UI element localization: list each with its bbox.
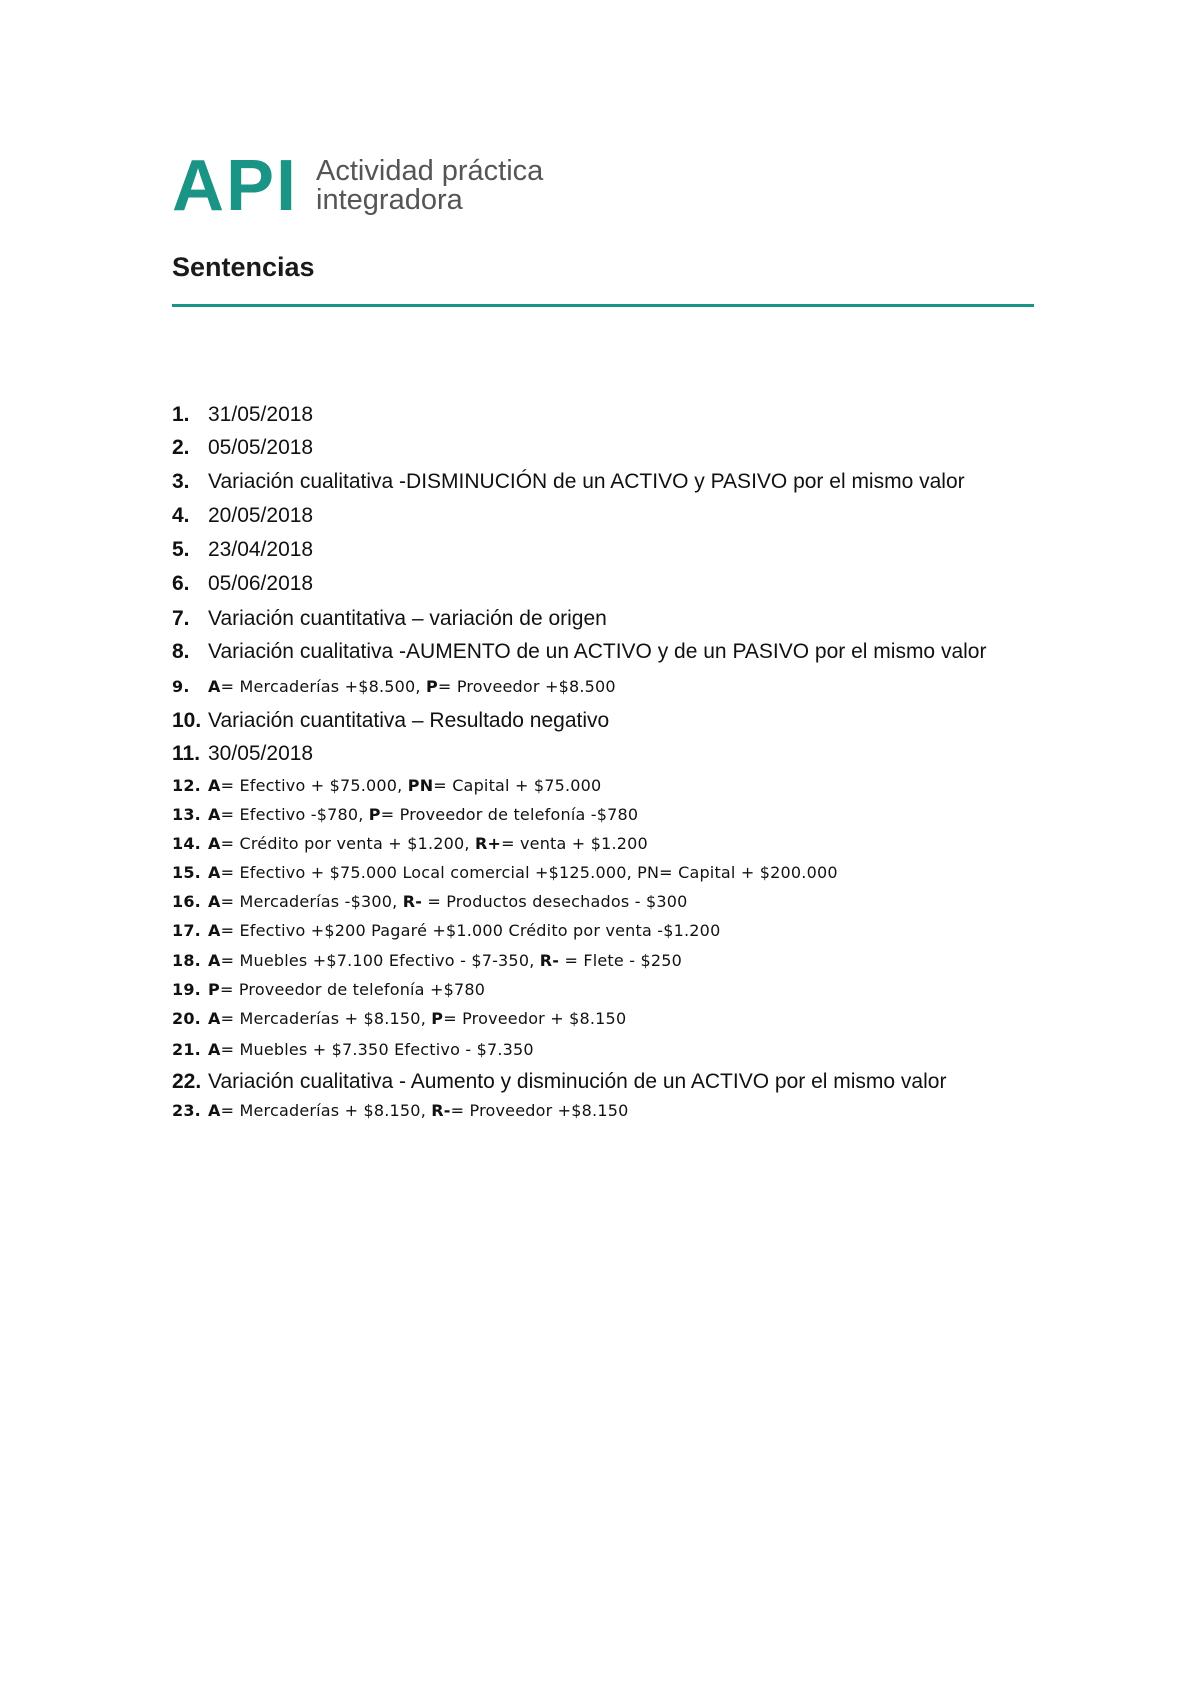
item-text (208, 436, 313, 460)
list-item (172, 640, 986, 664)
item-segment: = Proveedor de telefonía +$780 (219, 980, 486, 999)
item-term: A (208, 921, 221, 940)
item-term: A (208, 1101, 221, 1120)
item-term: A (208, 805, 221, 824)
item-segment: = Efectivo + $75.000, (220, 776, 408, 795)
api-logo (172, 146, 544, 226)
item-segment: 05/05/2018 (208, 436, 314, 459)
list-item (172, 951, 682, 970)
item-number: 7. (172, 607, 190, 630)
item-number: 13. (172, 805, 201, 824)
item-text (208, 677, 616, 696)
item-term: A (208, 834, 221, 853)
item-segment: = Crédito por venta + $1.200, (220, 834, 475, 853)
item-number: 14. (172, 834, 201, 853)
list-item (172, 607, 607, 631)
item-number: 3. (172, 470, 190, 493)
item-segment: = Muebles +$7.100 Efectivo - $7-350, (220, 951, 540, 970)
list-item (172, 1101, 628, 1120)
item-text (208, 403, 313, 427)
item-text (208, 805, 638, 824)
list-item (172, 863, 838, 882)
item-text (208, 834, 648, 853)
item-segment: = Efectivo -$780, (220, 805, 369, 824)
item-segment: 05/06/2018 (208, 572, 314, 595)
item-text (208, 742, 313, 766)
list-item (172, 805, 638, 824)
logo-text (316, 157, 543, 215)
item-term: A (208, 776, 221, 795)
item-segment: Variación cuantitativa – Resultado negativo (208, 709, 610, 732)
item-number: 21. (172, 1040, 201, 1059)
item-number: 5. (172, 538, 190, 561)
item-number: 22. (172, 1070, 202, 1093)
logo-text-line-1: Actividad práctica (316, 155, 544, 187)
item-segment: 30/05/2018 (208, 742, 314, 765)
item-term: R- (539, 951, 560, 970)
item-segment: = Mercaderías -$300, (220, 892, 403, 911)
item-number: 9. (172, 677, 190, 696)
item-segment: Variación cualitativa -DISMINUCIÓN de un ACTIVO y PASIVO por el mismo valor (208, 470, 965, 493)
item-number: 16. (172, 892, 201, 911)
list-item (172, 1070, 946, 1094)
item-segment: Variación cualitativa - Aumento y disminución de un ACTIVO por el mismo valor (208, 1070, 947, 1093)
list-item (172, 709, 609, 733)
item-text (208, 951, 682, 970)
item-number: 10. (172, 709, 202, 732)
list-item (172, 892, 687, 911)
list-item (172, 1040, 534, 1059)
item-number: 2. (172, 436, 190, 459)
item-text (208, 504, 313, 528)
item-text (208, 1101, 628, 1120)
item-term: P (431, 1009, 444, 1028)
list-item (172, 572, 313, 596)
item-segment: = Proveedor de telefonía -$780 (380, 805, 639, 824)
item-term: P (368, 805, 381, 824)
item-segment: 20/05/2018 (208, 504, 314, 527)
list-item (172, 742, 313, 766)
item-text (208, 640, 986, 664)
item-term: P (425, 677, 438, 696)
section-title: Sentencias (172, 252, 315, 282)
item-segment: = Capital + $75.000 (433, 776, 602, 795)
list-item (172, 980, 485, 999)
item-number: 8. (172, 640, 190, 663)
list-item (172, 1009, 626, 1028)
item-text (208, 921, 720, 940)
item-number: 11. (172, 742, 201, 765)
item-number: 17. (172, 921, 201, 940)
item-term: PN (407, 776, 434, 795)
item-term: A (208, 863, 221, 882)
item-segment: = Mercaderías + $8.150, (220, 1101, 432, 1120)
list-item (172, 436, 313, 460)
item-number: 4. (172, 504, 190, 527)
item-text (208, 863, 838, 882)
item-number: 20. (172, 1009, 201, 1028)
logo-text-line-2: integradora (316, 184, 463, 216)
item-number: 15. (172, 863, 201, 882)
item-number: 19. (172, 980, 201, 999)
item-segment: = Efectivo + $75.000 Local comercial +$125.000, PN= Capital + $200.000 (220, 863, 838, 882)
logo-mark: API (172, 146, 299, 226)
item-term: R- (431, 1101, 451, 1120)
item-text (208, 1009, 626, 1028)
item-term: A (208, 892, 221, 911)
item-segment: = Proveedor +$8.150 (450, 1101, 629, 1120)
item-text (208, 470, 965, 494)
list-item (172, 834, 648, 853)
item-segment: = Proveedor +$8.500 (437, 677, 616, 696)
list-item (172, 921, 720, 940)
item-term: P (208, 980, 220, 999)
item-number: 23. (172, 1101, 201, 1120)
item-number: 18. (172, 951, 201, 970)
item-segment: = Productos desechados - $300 (422, 892, 688, 911)
item-number: 12. (172, 776, 201, 795)
item-term: A (208, 1040, 221, 1059)
item-segment: 31/05/2018 (208, 403, 314, 426)
item-segment: = Mercaderías +$8.500, (220, 677, 426, 696)
item-term: A (208, 677, 221, 696)
item-segment: = Proveedor + $8.150 (443, 1009, 627, 1028)
item-term: A (208, 1009, 221, 1028)
item-number: 1. (172, 403, 190, 426)
item-text (208, 892, 687, 911)
item-number: 6. (172, 572, 190, 595)
item-text (208, 1040, 534, 1059)
title-divider (172, 304, 1034, 307)
item-term: R+ (474, 834, 502, 853)
item-segment: = Muebles + $7.350 Efectivo - $7.350 (220, 1040, 534, 1059)
item-segment: Variación cualitativa -AUMENTO de un ACTIVO y de un PASIVO por el mismo valor (208, 640, 987, 663)
list-item (172, 776, 601, 795)
item-segment: 23/04/2018 (208, 538, 314, 561)
list-item (172, 538, 313, 562)
item-segment: = Efectivo +$200 Pagaré +$1.000 Crédito por venta -$1.200 (220, 921, 721, 940)
item-segment: = Mercaderías + $8.150, (220, 1009, 432, 1028)
item-segment: = Flete - $250 (559, 951, 683, 970)
item-segment: = venta + $1.200 (501, 834, 648, 853)
list-item (172, 470, 965, 494)
item-text (208, 572, 313, 596)
item-term: R- (402, 892, 423, 911)
item-text (208, 538, 313, 562)
item-segment: Variación cuantitativa – variación de origen (208, 607, 607, 630)
item-term: A (208, 951, 221, 970)
item-text (208, 1070, 946, 1094)
list-item (172, 504, 313, 528)
item-text (208, 709, 609, 733)
list-item (172, 677, 616, 696)
item-text (208, 607, 607, 631)
item-text (208, 776, 601, 795)
list-item (172, 403, 313, 427)
item-text (208, 980, 485, 999)
